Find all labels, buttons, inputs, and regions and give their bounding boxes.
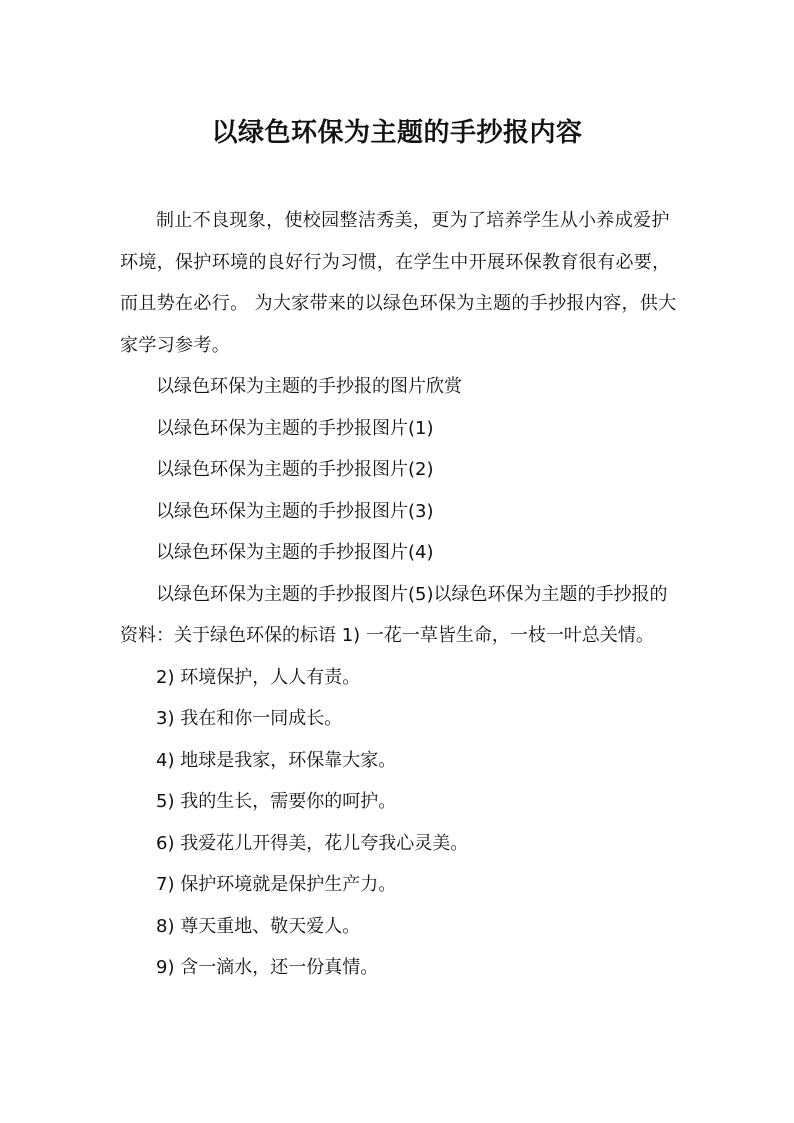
materials-paragraph: 以绿色环保为主题的手抄报图片(5)以绿色环保为主题的手抄报的资料：关于绿色环保的标语 1) 一花一草皆生命，一枝一叶总关情。 — [120, 583, 668, 646]
document-body — [120, 200, 680, 989]
slogan-item: 8) 尊天重地、敬天爱人。 — [156, 915, 361, 937]
slogan-item: 2) 环境保护，人人有责。 — [156, 666, 361, 688]
document-title: 以绿色环保为主题的手抄报内容 — [211, 118, 583, 148]
image-line: 以绿色环保为主题的手抄报图片(1) — [156, 417, 434, 439]
image-line: 以绿色环保为主题的手抄报图片(3) — [156, 500, 434, 522]
image-line: 以绿色环保为主题的手抄报图片(4) — [156, 542, 434, 563]
slogan-item: 3) 我在和你一同成长。 — [156, 708, 343, 729]
slogan-item: 6) 我爱花儿开得美，花儿夸我心灵美。 — [156, 832, 469, 854]
slogan-item: 9) 含一滴水，还一份真情。 — [156, 957, 379, 978]
image-line: 以绿色环保为主题的手抄报的图片欣赏 — [156, 376, 462, 397]
slogan-item: 5) 我的生长，需要你的呵护。 — [156, 791, 397, 812]
image-line: 以绿色环保为主题的手抄报图片(2) — [156, 459, 434, 480]
slogan-item: 4) 地球是我家，环保靠大家。 — [156, 749, 397, 771]
intro-paragraph: 制止不良现象，使校园整洁秀美，更为了培养学生从小养成爱护环境，保护环境的良好行为习惯，在学生中开展环保教育很有必要，而且势在必行。 为大家带来的以绿色环保为主题的手抄报内容，供大家学习参考。 — [120, 210, 677, 356]
slogan-item: 7) 保护环境就是保护生产力。 — [156, 874, 397, 895]
